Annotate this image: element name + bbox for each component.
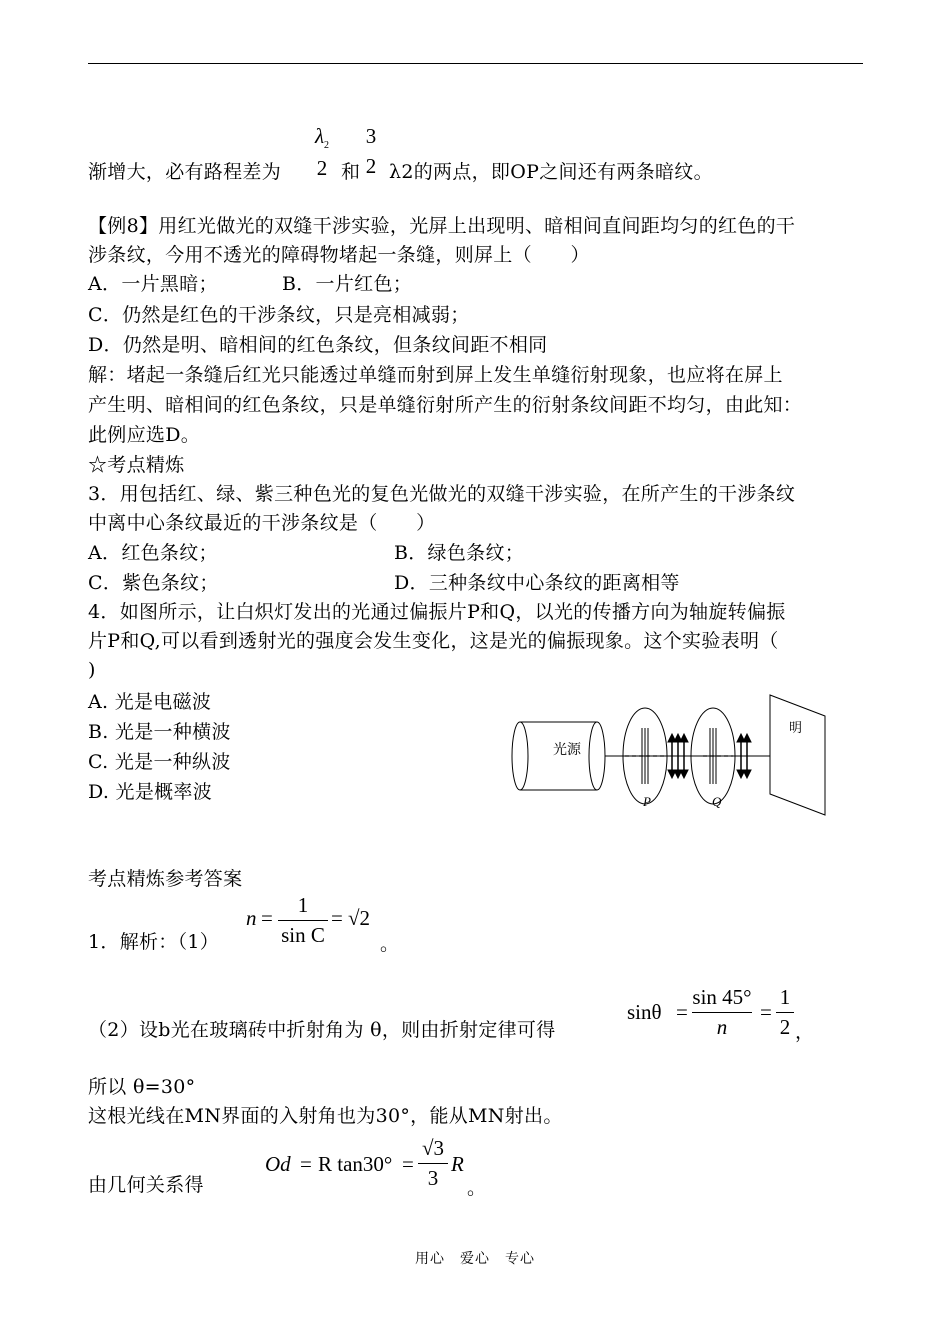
q4-option-c: C. 光是一种纵波 xyxy=(88,751,231,773)
p-label: P xyxy=(643,794,651,809)
screen-label: 明 xyxy=(789,721,803,736)
screen xyxy=(770,695,825,815)
polarizer-p xyxy=(623,708,667,809)
option-b: B．一片红色； xyxy=(282,273,413,295)
frac-numerator: 3 xyxy=(365,124,377,148)
sqrt2: √2 xyxy=(348,906,371,930)
frac-denominator: 2 xyxy=(316,156,328,181)
q3-option-d: D．三种条纹中心条纹的距离相等 xyxy=(394,572,680,594)
q3-line: 中离中心条纹最近的干涉条纹是（ ） xyxy=(88,512,436,534)
formula-r: R xyxy=(451,1152,464,1176)
solution-line: 产生明、暗相间的红色条纹，只是单缝衍射所产生的衍射条纹间距不均匀，由此知： xyxy=(88,394,803,416)
frac-numerator: √3 xyxy=(421,1136,445,1160)
source-label: 光源 xyxy=(553,742,581,758)
frac-denominator: n xyxy=(716,1015,728,1039)
frac-subscript: 2 xyxy=(324,140,330,152)
frac-denominator: 2 xyxy=(365,154,377,178)
solution-line: 此例应选D。 xyxy=(88,424,201,446)
example8-line: 涉条纹，今用不透光的障碍物堵起一条缝，则屏上（ ） xyxy=(88,244,590,266)
frac-numerator: 1 xyxy=(779,985,791,1009)
fraction-sin45-over-n xyxy=(692,985,752,1040)
header-rule xyxy=(88,63,863,64)
q3-option-b: B．绿色条纹； xyxy=(394,542,525,564)
period: 。 xyxy=(467,1177,487,1199)
fraction-1-over-sinC xyxy=(278,893,328,948)
q-label: Q xyxy=(712,794,722,809)
frac-denominator: 3 xyxy=(427,1166,439,1190)
q4-line: ) xyxy=(88,659,96,681)
mn-line: 这根光线在MN界面的入射角也为30°，能从MN射出。 xyxy=(88,1105,563,1127)
eq-sign: = xyxy=(676,1000,688,1024)
formula-n xyxy=(246,906,257,931)
frac-numerator: λ xyxy=(314,124,325,148)
frac-numerator: 1 xyxy=(297,893,309,917)
frac-denominator: 2 xyxy=(779,1015,791,1039)
fraction-lambda2-over-2 xyxy=(308,124,336,181)
comma: ， xyxy=(795,1021,815,1043)
formula-sin-theta: sinθ xyxy=(627,1000,662,1024)
period: 。 xyxy=(380,933,400,955)
eq-sign: = xyxy=(402,1152,414,1176)
option-c: C．仍然是红色的干涉条纹，只是亮相减弱； xyxy=(88,304,470,326)
polarization-diagram xyxy=(505,690,835,820)
solution-line: 解：堵起一条缝后红光只能透过单缝而射到屏上发生单缝衍射现象，也应将在屏上 xyxy=(88,364,783,386)
q4-option-a: A. 光是电磁波 xyxy=(88,691,212,713)
light-source xyxy=(512,722,605,790)
frac-numerator: sin 45° xyxy=(692,985,752,1009)
eq-sign: = xyxy=(760,1000,772,1024)
section-title: ☆考点精炼 xyxy=(88,454,185,476)
answer1-prefix: 1．解析：（1） xyxy=(88,931,220,953)
q3-line: 3．用包括红、绿、紫三种色光的复色光做光的双缝干涉实验，在所产生的干涉条纹 xyxy=(88,483,796,505)
fraction-1-over-2 xyxy=(776,985,794,1040)
formula-lhs: Od xyxy=(265,1152,291,1176)
q4-option-b: B. 光是一种横波 xyxy=(88,721,231,743)
q4-line: 片P和Q,可以看到透射光的强度会发生变化，这是光的偏振现象。这个实验表明（ xyxy=(88,630,779,652)
eq-sign: = xyxy=(300,1152,312,1176)
q3-option-c: C．紫色条纹； xyxy=(88,572,219,594)
eq-sign: = xyxy=(331,906,343,930)
example8-line: 【例8】用红光做光的双缝干涉实验，光屏上出现明、暗相间直间距均匀的红色的干 xyxy=(88,215,796,237)
frac-denominator: sin C xyxy=(281,923,325,947)
text-line: 渐增大，必有路程差为 xyxy=(88,161,282,183)
polarizer-q xyxy=(691,708,735,809)
answers-title: 考点精炼参考答案 xyxy=(88,868,243,890)
option-d: D．仍然是明、暗相间的红色条纹，但条纹间距不相同 xyxy=(88,334,548,356)
answer2-text: （2）设b光在玻璃砖中折射角为 θ，则由折射定律可得 xyxy=(88,1019,556,1041)
fraction-3-over-2 xyxy=(360,124,382,179)
formula-lhs: n xyxy=(246,906,257,930)
text-line: λ2的两点，即OP之间还有两条暗纹。 xyxy=(389,161,713,183)
q4-option-d: D. 光是概率波 xyxy=(88,781,213,803)
option-a: A．一片黑暗； xyxy=(88,273,218,295)
page-footer: 用心 爱心 专心 xyxy=(415,1251,535,1267)
and-word: 和 xyxy=(341,161,361,183)
fraction-sqrt3-over-3 xyxy=(418,1136,448,1191)
q3-option-a: A．红色条纹； xyxy=(88,542,218,564)
q4-line: 4．如图所示，让白炽灯发出的光通过偏振片P和Q，以光的传播方向为轴旋转偏振 xyxy=(88,601,786,623)
formula-rtan: R tan30° xyxy=(318,1152,393,1176)
eq-sign: = xyxy=(261,906,273,930)
geo-text: 由几何关系得 xyxy=(88,1174,204,1196)
so-line: 所以 θ=30° xyxy=(88,1076,196,1098)
formula-od xyxy=(265,1152,291,1177)
